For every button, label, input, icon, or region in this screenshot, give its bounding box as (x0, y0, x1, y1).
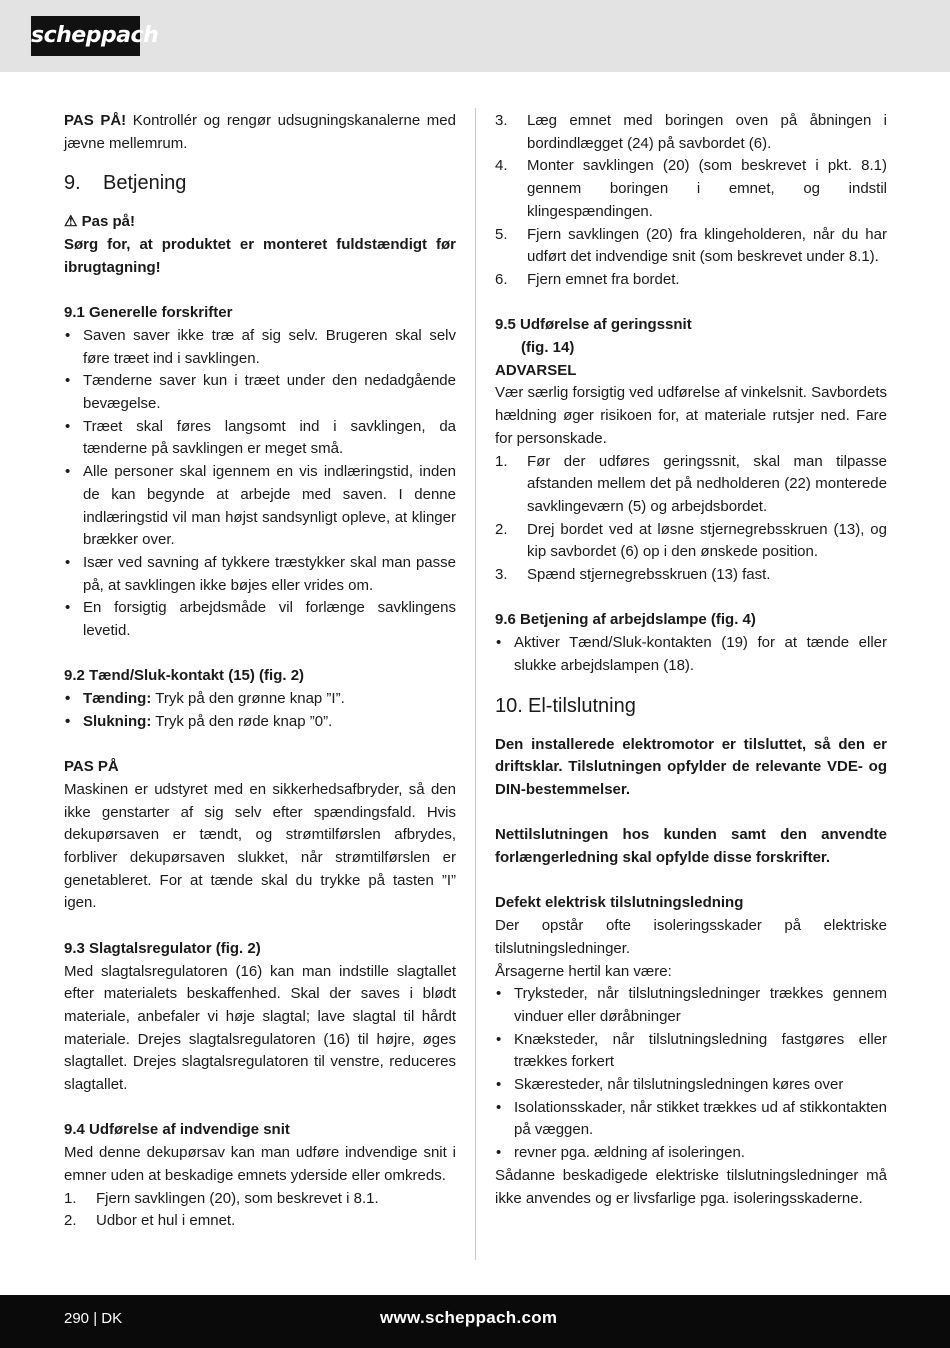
list-item: • Skæresteder, når tilslutningsledningen køres over (495, 1074, 887, 1097)
section-9-5-title: 9.5 Udførelse af geringssnit (495, 316, 692, 334)
step-text: Udbor et hul i emnet. (96, 1212, 236, 1230)
section-9-5-steps (495, 451, 887, 587)
section-9-4-steps-continued (495, 110, 887, 292)
header-bar (0, 0, 950, 72)
step-item (495, 269, 887, 292)
intro-text: Kontrollér og rengør udsugningskanalerne med jævne mellemrum. (64, 112, 456, 152)
step-number: 2. (64, 1212, 77, 1230)
page-number: 290 | DK (64, 1310, 123, 1327)
defekt-text: Der opstår ofte isoleringsskader på elektriske tilslutningsledninger. (495, 917, 887, 957)
list-item-off (64, 711, 456, 734)
list-item: • Aktiver Tænd/Sluk-kontakten (19) for at tænde eller slukke arbejdslampen (18). (495, 632, 887, 677)
step-text: Spænd stjernegrebsskruen (13) fast. (527, 566, 771, 584)
section-9-title: Betjening (103, 172, 187, 195)
step-item (495, 110, 887, 155)
left-column (64, 110, 456, 1233)
section-10-heading (495, 692, 887, 720)
list-item: • Alle personer skal igennem en vis indlæringstid, inden de kan begynde at arbejde med saven. I denne indlæringstid vil man højst sandsynligt opleve, at klinger brækker over. (64, 461, 456, 552)
step-number: 1. (495, 452, 508, 470)
website-link[interactable]: www.scheppach.com (380, 1308, 558, 1327)
step-text: Fjern emnet fra bordet. (527, 270, 680, 288)
list-item: • En forsigtig arbejdsmåde vil forlænge savklingens levetid. (64, 597, 456, 642)
step-item (495, 224, 887, 269)
section-10-paragraph-2: Nettilslutningen hos kunden samt den anvendte forlængerledning skal opfylde disse forskrifter. (495, 826, 887, 867)
section-9-number: 9. (64, 172, 81, 195)
section-9-5-fig: (fig. 14) (521, 339, 575, 357)
footer-bar (0, 1295, 950, 1348)
step-text: Før der udføres geringssnit, skal man tilpasse afstanden mellem det på nedholderen (22) monterede savklingeværn (5) og arbejdsbordet. (527, 452, 887, 515)
list-item-on (64, 688, 456, 711)
section-9-5-text: Vær særlig forsigtig ved udførelse af vinkelsnit. Savbordets hældning øger risikoen for, at materiale rutsjer ned. Fare for personskade. (495, 384, 887, 447)
list-item: • Isolationsskader, når stikket trækkes ud af stikkontakten på væggen. (495, 1097, 887, 1142)
step-number: 1. (64, 1189, 77, 1207)
section-9-3-text: Med slagtalsregulatoren (16) kan man indstille slagtallet efter materialets beskaffenhed. Skal der saves i blødt materiale, anbefaler vi høje slagtal; lave slagtal til hårdt materiale. Drejes slagtalsregulatoren (16) til højre, øges slagtallet. Drejes slagtalsregulatoren til venstre, reduceres slagtallet. (64, 962, 456, 1094)
closing-paragraph: Sådanne beskadigede elektriske tilslutningsledninger må ikke anvendes og er livsfarlige pga. isoleringsskaderne. (495, 1166, 887, 1207)
step-number: 2. (495, 520, 508, 538)
step-text: Fjern savklingen (20) fra klingeholderen, når du har udført det indvendige snit (som beskrevet under 8.1). (527, 225, 887, 266)
section-10-title: El-tilslutning (528, 694, 636, 717)
intro-paragraph (64, 110, 456, 155)
step-item (495, 519, 887, 564)
step-text: Monter savklingen (20) (som beskrevet i pkt. 8.1) gennem boringen i emnet, og indstil klingespændingen. (527, 157, 887, 220)
section-9-1-list (64, 325, 456, 643)
causes-intro: Årsagerne hertil kan være: (495, 962, 672, 980)
causes-list (495, 983, 887, 1165)
section-9-4-text: Med denne dekupørsav kan man udføre indvendige snit i emner uden at beskadige emnets yderside eller omkreds. (64, 1144, 456, 1184)
on-text: Tryk på den grønne knap ”I”. (151, 690, 345, 708)
pas-paa-text: Maskinen er udstyret med en sikkerhedsafbryder, så den ikke genstarter af sig selv efter spændingsfald. Hvis dekupørsaven er tændt, og strømtilførslen afbrydes, forbliver dekupørsaven slukket, når strømtilførslen er genetableret. For at tænde skal du trykke på tasten ”I” igen. (64, 780, 456, 912)
step-number: 5. (495, 225, 508, 243)
list-item: • Træet skal føres langsomt ind i savklingen, da tænderne på savklingen er meget små. (64, 416, 456, 461)
list-item: • Især ved savning af tykkere træstykker skal man passe på, at savklingen ikke bøjes eller vrides om. (64, 552, 456, 597)
step-item (495, 451, 887, 519)
step-item (495, 155, 887, 223)
right-column (495, 110, 887, 1210)
section-9-3-title: 9.3 Slagtalsregulator (fig. 2) (64, 939, 261, 957)
step-item (64, 1188, 456, 1211)
warning-text: Sørg for, at produktet er monteret fuldstændigt før ibrugtagning! (64, 236, 456, 276)
step-text: Drej bordet ved at løsne stjernegrebsskruen (13), og kip savbordet (6) op i den ønskede position. (527, 520, 887, 561)
step-number: 3. (495, 566, 508, 584)
list-item: • Tænderne saver kun i træet under den nedadgående bevægelse. (64, 370, 456, 415)
section-9-1-title: 9.1 Generelle forskrifter (64, 304, 233, 322)
step-text: Læg emnet med boringen oven på åbningen i bordindlægget (24) på savbordet (6). (527, 112, 887, 152)
step-number: 6. (495, 270, 508, 288)
step-number: 4. (495, 157, 508, 175)
warning-icon: ⚠ (64, 213, 78, 231)
warning-title-text: Pas på! (81, 213, 135, 231)
section-10-paragraph-1: Den installerede elektromotor er tilsluttet, så den er driftsklar. Tilslutningen opfylder de relevante VDE- og DIN-bestemmelser. (495, 735, 887, 798)
off-label: Slukning: (83, 712, 152, 730)
step-number: 3. (495, 112, 508, 129)
defekt-title: Defekt elektrisk tilslutningsledning (495, 894, 744, 912)
brand-logo: scheppach (31, 16, 140, 56)
section-10-number: 10. (495, 694, 523, 717)
warning-title (64, 211, 456, 234)
section-9-4-steps (64, 1188, 456, 1233)
on-label: Tænding: (83, 690, 152, 708)
list-item: • revner pga. ældning af isoleringen. (495, 1142, 887, 1165)
off-text: Tryk på den røde knap ”0”. (151, 712, 333, 730)
step-item (64, 1210, 456, 1233)
section-9-5-warning: ADVARSEL (495, 361, 577, 379)
section-9-2-list (64, 688, 456, 733)
step-text: Fjern savklingen (20), som beskrevet i 8.1. (96, 1189, 379, 1207)
step-item (495, 564, 887, 587)
list-item: • Saven saver ikke træ af sig selv. Brugeren skal selv føre træet ind i savklingen. (64, 325, 456, 370)
section-9-4-title: 9.4 Udførelse af indvendige snit (64, 1121, 290, 1139)
intro-bold: PAS PÅ! (64, 112, 127, 129)
list-item: • Knæksteder, når tilslutningsledning fastgøres eller trækkes forkert (495, 1029, 887, 1074)
list-item: • Tryksteder, når tilslutningsledninger trækkes gennem vinduer eller døråbninger (495, 983, 887, 1028)
section-9-6-title: 9.6 Betjening af arbejdslampe (fig. 4) (495, 611, 756, 629)
column-divider (475, 108, 476, 1260)
section-9-6-list (495, 632, 887, 677)
section-9-heading (64, 169, 456, 197)
section-9-2-title: 9.2 Tænd/Sluk-kontakt (15) (fig. 2) (64, 667, 305, 685)
pas-paa-title: PAS PÅ (64, 758, 119, 776)
